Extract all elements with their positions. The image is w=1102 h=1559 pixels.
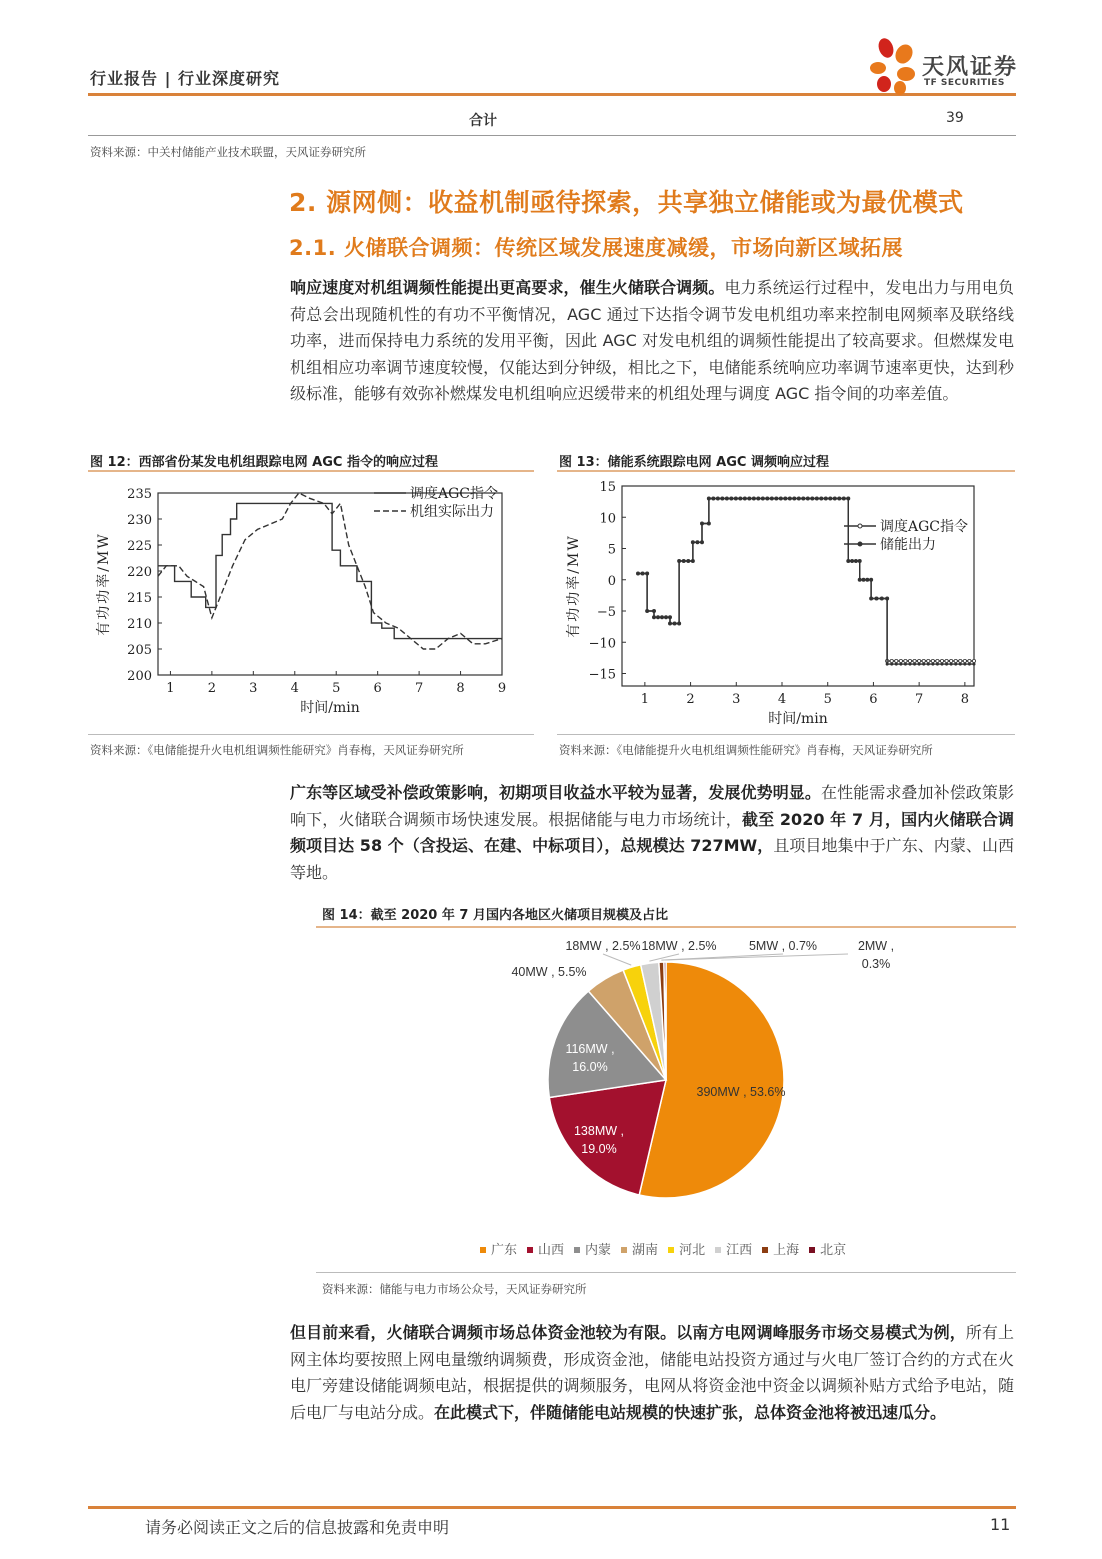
- series-point-1: [936, 659, 939, 662]
- y-tick-label: 5: [607, 542, 616, 558]
- series-point-2: [712, 497, 714, 499]
- series-point-2: [687, 560, 689, 562]
- y-tick-label: 205: [127, 643, 152, 658]
- y-tick-label: −5: [596, 605, 616, 620]
- figure-13-rule: [557, 470, 1015, 472]
- table-total-label: 合计: [469, 113, 497, 129]
- figure-14-rule: [316, 926, 1016, 928]
- series-point-2: [653, 610, 655, 612]
- x-tick-label: 4: [290, 681, 299, 696]
- y-tick-label: 230: [127, 513, 152, 528]
- series-point-2: [913, 663, 915, 665]
- pie-label-内蒙: 116MW , 16.0%: [565, 1042, 615, 1074]
- series-point-1: [968, 659, 971, 662]
- series-point-2: [923, 663, 925, 665]
- series-point-2: [753, 497, 755, 499]
- series-point-2: [637, 572, 639, 574]
- series-point-2: [708, 522, 710, 524]
- pie-label-山西: 138MW , 19.0%: [573, 1124, 625, 1156]
- series-point-2: [780, 497, 782, 499]
- page-number: 11: [990, 1515, 1011, 1534]
- series-point-2: [641, 572, 643, 574]
- breadcrumb: 行业报告 | 行业深度研究: [90, 69, 280, 88]
- subsection-heading: 2.1. 火储联合调频：传统区域发展速度减缓，市场向新区域拓展: [289, 236, 903, 260]
- series-point-2: [678, 560, 680, 562]
- series-line-1: [158, 503, 502, 638]
- legend-swatch: [621, 1247, 627, 1253]
- series-point-2: [789, 497, 791, 499]
- x-tick-label: 6: [373, 681, 382, 696]
- series-point-2: [717, 497, 719, 499]
- series-point-2: [771, 497, 773, 499]
- series-point-1: [895, 659, 898, 662]
- series-point-2: [775, 497, 777, 499]
- pie-label-广东: 390MW , 53.6%: [696, 1085, 786, 1099]
- y-tick-label: 215: [127, 591, 152, 606]
- series-point-2: [968, 663, 970, 665]
- x-tick-label: 5: [332, 681, 341, 696]
- series-point-2: [932, 663, 934, 665]
- series-point-2: [918, 663, 920, 665]
- figure-13-source: 资料来源：《电储能提升火电机组调频性能研究》肖春梅，天风证券研究所: [559, 743, 933, 757]
- series-point-2: [900, 663, 902, 665]
- series-point-2: [673, 622, 675, 624]
- logo-subtext: TF SECURITIES: [924, 78, 1005, 88]
- series-point-1: [950, 659, 953, 662]
- series-point-2: [739, 497, 741, 499]
- series-point-2: [811, 497, 813, 499]
- series-point-2: [973, 663, 975, 665]
- paragraph-1-lead: 响应速度对机组调频性能提出更高要求，催生火储联合调频。: [290, 278, 725, 297]
- legend-label-1: 调度AGC指令: [880, 519, 969, 535]
- y-tick-label: 225: [127, 539, 152, 554]
- series-point-2: [653, 616, 655, 618]
- x-tick-label: 7: [414, 681, 424, 696]
- figure-14-legend: [470, 1239, 846, 1258]
- series-point-2: [807, 497, 809, 499]
- series-point-2: [820, 497, 822, 499]
- footer-disclaimer: 请务必阅读正文之后的信息披露和免责申明: [145, 1518, 450, 1537]
- legend-item-内蒙: [564, 1243, 611, 1258]
- series-point-2: [851, 560, 853, 562]
- legend-item-河北: [658, 1243, 705, 1258]
- pie-label-湖南: 40MW , 5.5%: [511, 965, 587, 979]
- x-tick-label: 1: [640, 692, 649, 707]
- legend-label: 山西: [538, 1243, 565, 1258]
- y-tick-label: 15: [599, 480, 616, 495]
- legend-label: 河北: [679, 1243, 706, 1258]
- figure-14-title: 图 14：截至 2020 年 7 月国内各地区火储项目规模及占比: [322, 908, 668, 923]
- figure-12-chart: [90, 476, 530, 726]
- figure-13-chart: [560, 476, 1010, 726]
- series-point-2: [904, 663, 906, 665]
- series-point-1: [904, 659, 907, 662]
- series-point-2: [941, 663, 943, 665]
- logo-text: 天风证券: [922, 55, 1019, 80]
- series-point-2: [744, 497, 746, 499]
- x-tick-label: 4: [777, 692, 787, 707]
- y-tick-label: 10: [599, 511, 616, 527]
- series-point-2: [855, 560, 857, 562]
- series-point-2: [847, 560, 849, 562]
- series-point-2: [766, 497, 768, 499]
- x-axis-label: 时间/min: [300, 700, 360, 716]
- series-point-2: [793, 497, 795, 499]
- series-point-2: [909, 663, 911, 665]
- series-point-2: [701, 522, 703, 524]
- series-point-2: [891, 663, 893, 665]
- table-bottom-rule: [88, 135, 1016, 136]
- y-tick-label: 210: [127, 617, 152, 632]
- series-point-2: [669, 616, 671, 618]
- series-point-1: [922, 659, 925, 662]
- series-point-2: [936, 663, 938, 665]
- legend-label-2: 储能出力: [880, 537, 936, 553]
- series-point-2: [757, 497, 759, 499]
- pie-label-河北: 18MW , 2.5%: [565, 939, 641, 953]
- series-point-2: [945, 663, 947, 665]
- legend-item-江西: [705, 1243, 752, 1258]
- legend-label-2: 机组实际出力: [410, 504, 494, 520]
- series-point-1: [940, 659, 943, 662]
- series-point-2: [657, 616, 659, 618]
- series-point-2: [886, 597, 888, 599]
- figure-14-pie-chart: [316, 930, 1016, 1230]
- legend-swatch: [668, 1247, 674, 1253]
- series-point-2: [816, 497, 818, 499]
- pie-leader-河北: [603, 954, 631, 965]
- legend-swatch: [574, 1247, 580, 1253]
- y-tick-label: 200: [127, 669, 152, 684]
- series-point-2: [678, 622, 680, 624]
- series-point-2: [843, 497, 845, 499]
- paragraph-1-body: 电力系统运行过程中，发电出力与用电负荷总会出现随机性的有功不平衡情况，AGC 通过下达指令调节发电机组功率来控制电网频率及联络线功率，进而保持电力系统的发用平衡，因此 AGC 对发电机组的调频性能提出了较高要求。但燃煤发电机组相应功率调节速度较慢，仅能达到分钟级，相比之下，电储能系统响应功率调节速率更快，达到秒级标准，能够有效弥补燃煤发电机组响应迟缓带来的机组处理与调度 AGC 指令间的功率差值。: [290, 278, 1014, 403]
- series-point-1: [972, 659, 975, 662]
- series-point-1: [927, 659, 930, 662]
- series-point-1: [899, 659, 902, 662]
- series-point-1: [931, 659, 934, 662]
- figure-12-source: 资料来源：《电储能提升火电机组调频性能研究》肖春梅，天风证券研究所: [90, 743, 464, 757]
- series-point-2: [964, 663, 966, 665]
- legend-label: 北京: [820, 1243, 847, 1258]
- series-point-2: [798, 497, 800, 499]
- paragraph-2-tail: 且项目地集中于广东、内蒙、山西等地。: [290, 836, 1014, 882]
- x-tick-label: 2: [207, 681, 217, 696]
- series-point-2: [661, 616, 663, 618]
- series-point-2: [692, 560, 694, 562]
- series-point-1: [959, 659, 962, 662]
- legend-marker-2: [858, 542, 862, 546]
- series-point-2: [683, 560, 685, 562]
- x-tick-label: 3: [732, 692, 741, 707]
- legend-label: 湖南: [632, 1243, 659, 1258]
- paragraph-1: [290, 275, 1014, 408]
- x-tick-label: 5: [823, 692, 832, 707]
- series-point-1: [954, 659, 957, 662]
- series-point-1: [913, 659, 916, 662]
- series-point-2: [802, 497, 804, 499]
- legend-item-北京: [799, 1243, 846, 1258]
- plot-frame: [622, 486, 974, 686]
- table-total-value: 39: [946, 110, 964, 126]
- series-point-2: [726, 497, 728, 499]
- series-point-2: [886, 663, 888, 665]
- legend-marker-1: [858, 524, 862, 528]
- paragraph-3-conclusion: 在此模式下，伴随储能电站规模的快速扩张，总体资金池将被迅速瓜分。: [434, 1402, 947, 1422]
- y-tick-label: 220: [127, 565, 152, 580]
- legend-label: 上海: [773, 1243, 800, 1258]
- legend-label: 广东: [491, 1243, 518, 1258]
- x-tick-label: 1: [166, 681, 175, 696]
- series-point-2: [721, 497, 723, 499]
- series-point-2: [646, 572, 648, 574]
- series-point-2: [696, 541, 698, 543]
- series-point-1: [908, 659, 911, 662]
- plot-frame: [158, 493, 502, 675]
- series-point-2: [825, 497, 827, 499]
- series-point-2: [959, 663, 961, 665]
- legend-item-上海: [752, 1243, 799, 1258]
- pie-label-北京: 2MW , 0.3%: [857, 939, 895, 971]
- figure-12-title: 图 12：西部省份某发电机组跟踪电网 AGC 指令的响应过程: [90, 455, 438, 470]
- legend-label-1: 调度AGC指令: [410, 486, 499, 502]
- pie-label-上海: 5MW , 0.7%: [748, 939, 818, 953]
- series-point-2: [927, 663, 929, 665]
- series-point-2: [692, 541, 694, 543]
- figure-12-rule: [88, 470, 534, 472]
- series-point-2: [870, 579, 872, 581]
- series-point-2: [847, 497, 849, 499]
- series-point-2: [950, 663, 952, 665]
- series-point-2: [955, 663, 957, 665]
- series-point-2: [735, 497, 737, 499]
- legend-swatch: [762, 1247, 768, 1253]
- x-tick-label: 2: [686, 692, 695, 707]
- legend-item-广东: [470, 1243, 517, 1258]
- legend-swatch: [715, 1247, 721, 1253]
- series-point-2: [834, 497, 836, 499]
- legend-label: 内蒙: [585, 1243, 612, 1258]
- series-point-2: [838, 497, 840, 499]
- pie-label-江西: 18MW , 2.5%: [641, 939, 717, 953]
- series-point-2: [829, 497, 831, 499]
- y-tick-label: −10: [588, 636, 616, 652]
- series-point-2: [646, 610, 648, 612]
- series-point-2: [881, 597, 883, 599]
- legend-label: 江西: [726, 1243, 753, 1258]
- series-point-2: [895, 663, 897, 665]
- y-axis-label: 有功功率/MW: [96, 532, 112, 636]
- series-point-2: [866, 579, 868, 581]
- x-tick-label: 8: [960, 692, 969, 707]
- paragraph-3-body: 所有上网主体均要按照上网电量缴纳调频费，形成资金池，储能电站投资方通过与火电厂签订合约的方式在火电厂旁建设储能调频电站，根据提供的调频服务，电网从将资金池中资金以调频补贴方式给予电站，随后电厂与电站分成。: [290, 1323, 1014, 1422]
- series-point-2: [669, 622, 671, 624]
- y-tick-label: −15: [588, 667, 616, 683]
- table-source: 资料来源：中关村储能产业技术联盟，天风证券研究所: [90, 145, 366, 159]
- series-point-2: [701, 541, 703, 543]
- footer-rule: [88, 1506, 1016, 1509]
- x-axis-label: 时间/min: [768, 711, 828, 726]
- paragraph-3-lead: 但目前来看，火储联合调频市场总体资金池较为有限。以南方电网调峰服务市场交易模式为例，: [290, 1323, 966, 1342]
- paragraph-2-body: 在性能需求叠加补偿政策影响下，火储联合调频市场快速发展。根据储能与电力市场统计，: [290, 783, 1014, 829]
- legend-item-山西: [517, 1243, 564, 1258]
- series-point-2: [730, 497, 732, 499]
- logo-flower-icon: [866, 36, 922, 96]
- legend-swatch: [527, 1247, 533, 1253]
- x-tick-label: 7: [915, 692, 924, 707]
- series-point-2: [748, 497, 750, 499]
- legend-swatch: [480, 1247, 486, 1253]
- figure-14-source: 资料来源：储能与电力市场公众号，天风证券研究所: [322, 1282, 587, 1296]
- paragraph-2: [290, 780, 1014, 886]
- x-tick-label: 9: [497, 681, 507, 696]
- series-point-2: [762, 497, 764, 499]
- y-tick-label: 0: [607, 573, 616, 589]
- series-point-2: [862, 579, 864, 581]
- legend-item-湖南: [611, 1243, 658, 1258]
- legend-swatch: [809, 1247, 815, 1253]
- series-point-1: [963, 659, 966, 662]
- series-point-2: [859, 560, 861, 562]
- series-point-1: [918, 659, 921, 662]
- y-axis-label: 有功功率/MW: [566, 534, 582, 638]
- x-tick-label: 6: [869, 692, 878, 707]
- series-point-2: [784, 497, 786, 499]
- paragraph-3: [290, 1320, 1014, 1426]
- series-point-2: [859, 579, 861, 581]
- paragraph-2-lead: 广东等区域受补偿政策影响，初期项目收益水平较为显著，发展优势明显。: [290, 783, 821, 802]
- figure-13-bottom-rule: [557, 734, 1015, 735]
- figure-14-bottom-rule: [316, 1272, 1016, 1273]
- figure-12-bottom-rule: [88, 734, 534, 735]
- paragraph-2-highlight: 截至 2020 年 7 月，国内火储联合调频项目达 58 个（含投运、在建、中标项目），总规模达 727MW，: [290, 809, 1014, 855]
- series-point-2: [708, 497, 710, 499]
- series-point-2: [870, 597, 872, 599]
- series-point-1: [890, 659, 893, 662]
- section-heading: 2. 源网侧：收益机制亟待探索，共享独立储能或为最优模式: [289, 188, 964, 217]
- figure-13-title: 图 13：储能系统跟踪电网 AGC 调频响应过程: [559, 455, 829, 470]
- series-point-2: [875, 597, 877, 599]
- x-tick-label: 8: [456, 681, 465, 696]
- series-point-2: [665, 616, 667, 618]
- x-tick-label: 3: [249, 681, 258, 696]
- y-tick-label: 235: [127, 487, 152, 502]
- series-point-1: [945, 659, 948, 662]
